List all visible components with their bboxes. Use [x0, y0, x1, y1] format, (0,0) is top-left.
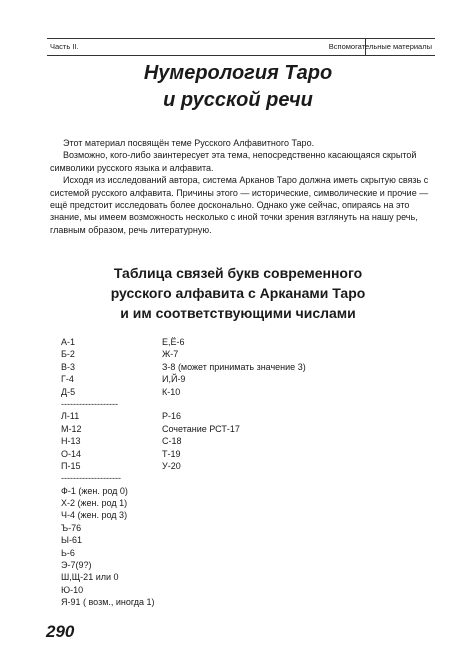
letter-entry: О-14: [61, 448, 82, 459]
intro-paragraph-3: Исходя из исследований автора, система Арканов Таро должна иметь скрытую связь с системой русского алфавита. Причины этого — исторические, символические и прочие — ещё предстоит исследовать более досконально. Однако уже сейчас, опираясь на это знание, мы имеем возможность несколько с иной точки зрения взглянуть на нашу речь, главным образом, речь литературную.: [50, 175, 429, 235]
letter-entry: Ф-1 (жен. род 0): [61, 485, 128, 496]
letters-column-left: [61, 336, 155, 609]
letter-entry: И,Й-9: [162, 374, 186, 385]
letter-entry: Г-4: [61, 374, 74, 385]
letter-entry: Е,Ё-6: [162, 337, 185, 347]
letter-entry: В-3: [61, 361, 76, 372]
letter-entry: У-20: [162, 460, 181, 471]
letter-entry: Э-7(9?): [61, 560, 92, 571]
letter-entry: Ь-6: [61, 547, 75, 558]
table-title: [0, 263, 476, 323]
letter-entry: Х-2 (жен. род 1): [61, 498, 128, 509]
letter-entry: Ъ-76: [61, 522, 82, 533]
letter-entry: Т-19: [162, 448, 181, 459]
title-line-1: Нумерология Таро: [143, 62, 333, 84]
separator: --------------------: [61, 473, 121, 484]
header-chapter: Вспомогательные материалы: [328, 42, 432, 51]
letter-entry: Р-16: [162, 411, 182, 422]
intro-text: [50, 137, 433, 236]
table-title-line-2: русского алфавита с Арканами Таро: [110, 285, 366, 301]
letter-entry: Я-91 ( возм., иногда 1): [61, 597, 155, 608]
letter-entry: Ы-61: [61, 535, 82, 546]
spacer: [162, 398, 306, 410]
letters-column-right: [162, 336, 306, 472]
page-title: [0, 60, 476, 114]
letter-entry: А-1: [61, 337, 76, 347]
letter-entry: С-18: [162, 436, 182, 447]
separator: -------------------: [61, 398, 118, 409]
letter-entry: Ж-7: [162, 349, 179, 360]
intro-paragraph-2: Возможно, кого-либо заинтересует эта тема, непосредственно касающаяся скрытой символики русского языка и алфавита.: [50, 150, 417, 173]
letter-entry: Сочетание РСТ-17: [162, 423, 240, 434]
running-header: [47, 38, 435, 56]
letter-entry: Н-13: [61, 436, 81, 447]
letter-entry: К-10: [162, 386, 181, 397]
table-title-line-3: и им соответствующими числами: [120, 305, 356, 321]
letter-entry: Б-2: [61, 349, 75, 360]
title-line-2: и русской речи: [163, 89, 313, 111]
letter-entry: Ч-4 (жен. род 3): [61, 510, 128, 521]
table-title-line-1: Таблица связей букв современного: [113, 265, 363, 281]
letter-entry: П-15: [61, 460, 81, 471]
letter-entry: Ш,Щ-21 или 0: [61, 572, 119, 583]
letter-entry: М-12: [61, 423, 82, 434]
header-section: Часть II.: [50, 42, 79, 51]
letter-entry: Ю-10: [61, 584, 84, 595]
letter-entry: Л-11: [61, 411, 80, 422]
letter-entry: З-8 (может принимать значение 3): [162, 361, 306, 372]
page-number: 290: [46, 622, 75, 641]
intro-paragraph-1: Этот материал посвящён теме Русского Алфавитного Таро.: [63, 138, 315, 148]
letter-entry: Д-5: [61, 386, 76, 397]
